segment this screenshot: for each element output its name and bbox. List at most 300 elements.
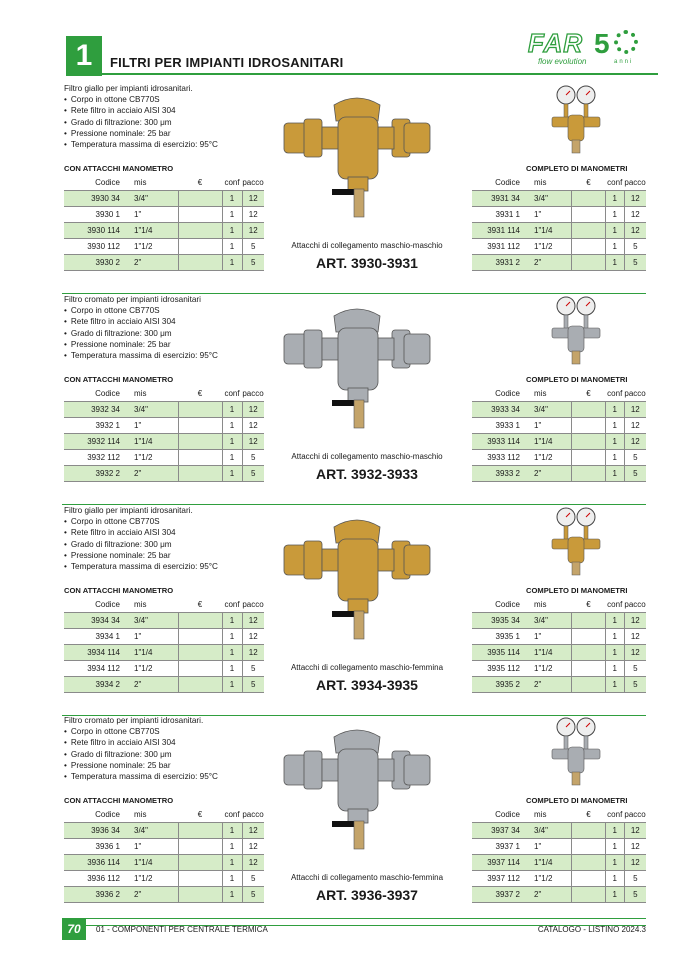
pacco-cell: 5 (624, 660, 646, 676)
col-pacco: pacco (242, 389, 264, 399)
conf-cell: 1 (605, 190, 624, 206)
table-row (472, 433, 646, 449)
pacco-cell: 5 (624, 449, 646, 465)
code-cell: 3932 112 (64, 449, 126, 465)
pacco-cell: 12 (242, 417, 264, 433)
mis-cell: 1" (126, 628, 178, 644)
product-section (62, 505, 646, 716)
price-cell (572, 190, 606, 206)
conf-cell: 1 (222, 838, 242, 854)
mis-cell: 1"1/2 (526, 660, 572, 676)
col-mis: mis (534, 810, 547, 820)
price-cell (178, 822, 222, 838)
code-cell: 3932 114 (64, 433, 126, 449)
mis-cell: 1"1/2 (126, 238, 178, 254)
mis-cell: 1" (526, 417, 572, 433)
conf-cell: 1 (222, 206, 242, 222)
spec-bullet: • Rete filtro in acciaio AISI 304 (64, 527, 218, 538)
price-cell (178, 401, 222, 417)
conf-cell: 1 (222, 612, 242, 628)
product-photo-gauges (548, 507, 604, 577)
pacco-cell: 12 (242, 401, 264, 417)
code-cell: 3931 114 (472, 222, 526, 238)
col-code: Codice (95, 178, 120, 188)
spec-bullet: • Pressione nominale: 25 bar (64, 128, 218, 139)
spec-bullet: • Grado di filtrazione: 300 μm (64, 328, 218, 339)
table-row (64, 190, 264, 206)
filter-image (282, 302, 432, 432)
code-cell: 3937 2 (472, 886, 526, 902)
product-photo (282, 91, 432, 221)
product-description (64, 505, 218, 572)
conf-cell: 1 (222, 401, 242, 417)
subhead-right: COMPLETO DI MANOMETRI (526, 586, 628, 595)
table-row (472, 401, 646, 417)
price-cell (572, 612, 606, 628)
pacco-cell: 5 (624, 886, 646, 902)
code-cell: 3930 1 (64, 206, 126, 222)
col-mis: mis (134, 389, 147, 399)
price-table-left (64, 598, 264, 693)
code-cell: 3931 112 (472, 238, 526, 254)
product-desc-title: Filtro giallo per impianti idrosanitari. (64, 506, 193, 515)
price-cell (572, 254, 606, 270)
table-row (64, 449, 264, 465)
col-conf: conf (607, 178, 623, 188)
product-desc-title: Filtro cromato per impianti idrosanitari. (64, 716, 204, 725)
table-row (64, 222, 264, 238)
price-cell (178, 465, 222, 481)
price-cell (178, 612, 222, 628)
price-cell (178, 206, 222, 222)
chapter-number: 1 (66, 36, 102, 76)
spec-bullet: • Rete filtro in acciaio AISI 304 (64, 737, 218, 748)
price-cell (178, 238, 222, 254)
pacco-cell: 12 (242, 222, 264, 238)
header-rule (102, 73, 658, 75)
spec-bullet: • Corpo in ottone CB770S (64, 726, 218, 737)
code-cell: 3930 112 (64, 238, 126, 254)
spec-bullet: • Corpo in ottone CB770S (64, 305, 218, 316)
code-cell: 3930 34 (64, 190, 126, 206)
table-row (472, 254, 646, 270)
conf-cell: 1 (222, 417, 242, 433)
price-cell (178, 433, 222, 449)
filter-image (282, 91, 432, 221)
code-cell: 3937 114 (472, 854, 526, 870)
spec-list (64, 726, 218, 782)
mis-cell: 1"1/4 (526, 222, 572, 238)
table-row (64, 838, 264, 854)
spec-list (64, 94, 218, 150)
pacco-cell: 12 (242, 190, 264, 206)
spec-bullet: • Grado di filtrazione: 300 μm (64, 749, 218, 760)
price-table-right (472, 598, 646, 693)
conf-cell: 1 (222, 254, 242, 270)
col-mis: mis (534, 178, 547, 188)
spec-bullet: • Corpo in ottone CB770S (64, 516, 218, 527)
col-code: Codice (495, 178, 520, 188)
conf-cell: 1 (222, 628, 242, 644)
table-row (472, 612, 646, 628)
conf-cell: 1 (605, 676, 624, 692)
code-cell: 3935 1 (472, 628, 526, 644)
price-table-right (472, 808, 646, 903)
pacco-cell: 12 (624, 628, 646, 644)
code-cell: 3937 34 (472, 822, 526, 838)
product-photo (282, 513, 432, 643)
col-conf: conf (607, 810, 623, 820)
table-row (472, 886, 646, 902)
pacco-cell: 12 (624, 644, 646, 660)
price-cell (572, 417, 606, 433)
pacco-cell: 5 (242, 676, 264, 692)
pacco-cell: 12 (624, 222, 646, 238)
col-euro: € (197, 389, 203, 399)
spec-bullet: • Temperatura massima di esercizio: 95°C (64, 771, 218, 782)
logo-tagline: flow evolution (538, 57, 587, 66)
conf-cell: 1 (222, 660, 242, 676)
col-pacco: pacco (242, 600, 264, 610)
mis-cell: 2" (526, 886, 572, 902)
code-cell: 3932 2 (64, 465, 126, 481)
spec-bullet: • Pressione nominale: 25 bar (64, 550, 218, 561)
product-section (62, 294, 646, 505)
mis-cell: 3/4" (526, 612, 572, 628)
conf-cell: 1 (222, 644, 242, 660)
product-desc-title: Filtro giallo per impianti idrosanitari. (64, 84, 193, 93)
price-cell (178, 190, 222, 206)
connection-caption: Attacchi di collegamento maschio-maschio (291, 241, 443, 250)
code-cell: 3933 112 (472, 449, 526, 465)
filter-with-gauges-image (548, 296, 604, 366)
conf-cell: 1 (605, 417, 624, 433)
far-logo (528, 28, 646, 72)
col-mis: mis (134, 178, 147, 188)
conf-cell: 1 (222, 886, 242, 902)
pacco-cell: 12 (624, 612, 646, 628)
table-row (472, 676, 646, 692)
price-cell (572, 206, 606, 222)
filter-image (282, 723, 432, 853)
col-euro: € (586, 389, 591, 399)
pacco-cell: 5 (624, 254, 646, 270)
table-row (64, 401, 264, 417)
conf-cell: 1 (605, 238, 624, 254)
col-mis: mis (534, 600, 547, 610)
table-row (64, 417, 264, 433)
pacco-cell: 12 (242, 612, 264, 628)
price-cell (572, 465, 606, 481)
pacco-cell: 12 (624, 822, 646, 838)
pacco-cell: 12 (242, 644, 264, 660)
spec-bullet: • Corpo in ottone CB770S (64, 94, 218, 105)
col-euro: € (197, 600, 203, 610)
conf-cell: 1 (222, 238, 242, 254)
conf-cell: 1 (222, 433, 242, 449)
price-table-right (472, 176, 646, 271)
connection-caption: Attacchi di collegamento maschio-femmina (290, 663, 444, 672)
table-row (64, 612, 264, 628)
price-cell (178, 628, 222, 644)
conf-cell: 1 (605, 222, 624, 238)
price-cell (572, 628, 606, 644)
mis-cell: 1"1/2 (526, 449, 572, 465)
chapter-title: FILTRI PER IMPIANTI IDROSANITARI (110, 55, 344, 70)
code-cell: 3930 114 (64, 222, 126, 238)
table-row (472, 206, 646, 222)
subhead-right: COMPLETO DI MANOMETRI (526, 796, 628, 805)
price-cell (572, 449, 606, 465)
pacco-cell: 5 (242, 886, 264, 902)
filter-with-gauges-image (548, 507, 604, 577)
mis-cell: 3/4" (526, 822, 572, 838)
col-euro: € (586, 178, 591, 188)
col-euro: € (197, 810, 203, 820)
filter-with-gauges-image (548, 717, 604, 787)
conf-cell: 1 (605, 854, 624, 870)
pacco-cell: 12 (624, 401, 646, 417)
article-number: ART. 3936-3937 (316, 887, 418, 903)
table-row (472, 190, 646, 206)
mis-cell: 2" (526, 254, 572, 270)
mis-cell: 1" (526, 838, 572, 854)
conf-cell: 1 (222, 870, 242, 886)
table-row (64, 433, 264, 449)
mis-cell: 3/4" (126, 190, 178, 206)
price-table-left (64, 176, 264, 271)
mis-cell: 2" (126, 676, 178, 692)
spec-bullet: • Pressione nominale: 25 bar (64, 339, 218, 350)
col-pacco: pacco (624, 810, 646, 820)
price-cell (572, 676, 606, 692)
conf-cell: 1 (222, 190, 242, 206)
pacco-cell: 12 (624, 190, 646, 206)
price-cell (572, 433, 606, 449)
code-cell: 3934 112 (64, 660, 126, 676)
table-row (472, 628, 646, 644)
table-row (472, 644, 646, 660)
pacco-cell: 5 (624, 870, 646, 886)
pacco-cell: 12 (624, 854, 646, 870)
code-cell: 3933 1 (472, 417, 526, 433)
mis-cell: 3/4" (526, 401, 572, 417)
conf-cell: 1 (222, 854, 242, 870)
spec-bullet: • Rete filtro in acciaio AISI 304 (64, 316, 218, 327)
gear-icon (614, 30, 638, 54)
table-row (472, 449, 646, 465)
product-section (62, 715, 646, 926)
table-row (64, 870, 264, 886)
mis-cell: 1"1/2 (526, 238, 572, 254)
pacco-cell: 5 (242, 254, 264, 270)
conf-cell: 1 (222, 676, 242, 692)
footer-rule (86, 918, 646, 919)
col-conf: conf (224, 389, 240, 399)
mis-cell: 3/4" (126, 822, 178, 838)
col-mis: mis (134, 810, 147, 820)
price-cell (572, 838, 606, 854)
col-mis: mis (134, 600, 147, 610)
price-cell (178, 838, 222, 854)
pacco-cell: 5 (624, 676, 646, 692)
col-euro: € (586, 600, 591, 610)
mis-cell: 1"1/4 (126, 644, 178, 660)
conf-cell: 1 (605, 465, 624, 481)
col-code: Codice (95, 389, 120, 399)
spec-bullet: • Rete filtro in acciaio AISI 304 (64, 105, 218, 116)
spec-bullet: • Pressione nominale: 25 bar (64, 760, 218, 771)
table-row (472, 838, 646, 854)
code-cell: 3935 34 (472, 612, 526, 628)
pacco-cell: 12 (242, 838, 264, 854)
mis-cell: 1" (126, 206, 178, 222)
conf-cell: 1 (222, 449, 242, 465)
price-cell (178, 449, 222, 465)
conf-cell: 1 (605, 886, 624, 902)
product-section (62, 83, 646, 294)
table-row (472, 417, 646, 433)
col-euro: € (586, 810, 591, 820)
article-number: ART. 3932-3933 (316, 466, 418, 482)
pacco-cell: 5 (242, 660, 264, 676)
spec-list (64, 305, 218, 361)
col-conf: conf (224, 810, 240, 820)
mis-cell: 3/4" (126, 401, 178, 417)
mis-cell: 2" (126, 465, 178, 481)
product-description (64, 715, 218, 782)
mis-cell: 1"1/4 (526, 433, 572, 449)
spec-bullet: • Temperatura massima di esercizio: 95°C (64, 350, 218, 361)
code-cell: 3935 112 (472, 660, 526, 676)
conf-cell: 1 (605, 206, 624, 222)
conf-cell: 1 (605, 254, 624, 270)
pacco-cell: 12 (242, 206, 264, 222)
pacco-cell: 12 (242, 822, 264, 838)
price-cell (178, 660, 222, 676)
table-row (472, 870, 646, 886)
table-row (472, 222, 646, 238)
conf-cell: 1 (605, 660, 624, 676)
mis-cell: 1" (126, 838, 178, 854)
table-row (472, 660, 646, 676)
subhead-left: CON ATTACCHI MANOMETRO (64, 164, 174, 173)
code-cell: 3933 34 (472, 401, 526, 417)
code-cell: 3932 1 (64, 417, 126, 433)
conf-cell: 1 (222, 222, 242, 238)
spec-bullet: • Temperatura massima di esercizio: 95°C (64, 139, 218, 150)
code-cell: 3936 2 (64, 886, 126, 902)
col-conf: conf (607, 600, 623, 610)
price-cell (178, 254, 222, 270)
footer-catalog-name: CATALOGO - LISTINO 2024.3 (537, 925, 646, 934)
col-code: Codice (495, 389, 520, 399)
table-row (64, 886, 264, 902)
footer-section-name: 01 - COMPONENTI PER CENTRALE TERMICA (96, 925, 268, 934)
col-code: Codice (495, 810, 520, 820)
table-row (472, 822, 646, 838)
pacco-cell: 5 (242, 870, 264, 886)
table-row (64, 854, 264, 870)
conf-cell: 1 (605, 612, 624, 628)
article-number: ART. 3930-3931 (316, 255, 418, 271)
page-footer (62, 918, 646, 940)
price-cell (572, 222, 606, 238)
mis-cell: 1" (126, 417, 178, 433)
product-description (64, 83, 218, 150)
code-cell: 3936 34 (64, 822, 126, 838)
subhead-right: COMPLETO DI MANOMETRI (526, 375, 628, 384)
pacco-cell: 5 (624, 238, 646, 254)
code-cell: 3932 34 (64, 401, 126, 417)
mis-cell: 1"1/4 (526, 644, 572, 660)
subhead-left: CON ATTACCHI MANOMETRO (64, 375, 174, 384)
price-cell (178, 870, 222, 886)
code-cell: 3935 114 (472, 644, 526, 660)
logo-anniversary-number: 5 (594, 28, 610, 59)
product-desc-title: Filtro cromato per impianti idrosanitari (64, 295, 201, 304)
connection-caption: Attacchi di collegamento maschio-maschio (291, 452, 443, 461)
conf-cell: 1 (222, 465, 242, 481)
price-cell (178, 222, 222, 238)
col-pacco: pacco (242, 810, 264, 820)
conf-cell: 1 (605, 838, 624, 854)
code-cell: 3931 1 (472, 206, 526, 222)
product-photo-gauges (548, 717, 604, 787)
code-cell: 3936 114 (64, 854, 126, 870)
col-pacco: pacco (624, 600, 646, 610)
mis-cell: 1"1/2 (126, 660, 178, 676)
col-code: Codice (95, 600, 120, 610)
conf-cell: 1 (605, 644, 624, 660)
code-cell: 3936 1 (64, 838, 126, 854)
subhead-right: COMPLETO DI MANOMETRI (526, 164, 628, 173)
mis-cell: 3/4" (126, 612, 178, 628)
col-conf: conf (607, 389, 623, 399)
col-conf: conf (224, 178, 240, 188)
table-row (64, 238, 264, 254)
price-table-left (64, 808, 264, 903)
col-pacco: pacco (624, 178, 646, 188)
connection-caption: Attacchi di collegamento maschio-femmina (290, 873, 444, 882)
mis-cell: 1" (526, 628, 572, 644)
pacco-cell: 5 (624, 465, 646, 481)
price-cell (572, 854, 606, 870)
table-row (64, 206, 264, 222)
pacco-cell: 5 (242, 465, 264, 481)
price-cell (178, 417, 222, 433)
conf-cell: 1 (222, 822, 242, 838)
mis-cell: 1"1/4 (126, 854, 178, 870)
code-cell: 3937 112 (472, 870, 526, 886)
code-cell: 3934 34 (64, 612, 126, 628)
col-code: Codice (95, 810, 120, 820)
mis-cell: 2" (126, 254, 178, 270)
conf-cell: 1 (605, 449, 624, 465)
pacco-cell: 12 (242, 628, 264, 644)
code-cell: 3934 2 (64, 676, 126, 692)
mis-cell: 1"1/4 (526, 854, 572, 870)
price-cell (178, 644, 222, 660)
price-cell (178, 886, 222, 902)
code-cell: 3937 1 (472, 838, 526, 854)
mis-cell: 1"1/2 (126, 449, 178, 465)
pacco-cell: 12 (624, 206, 646, 222)
mis-cell: 1"1/2 (526, 870, 572, 886)
code-cell: 3934 1 (64, 628, 126, 644)
code-cell: 3931 34 (472, 190, 526, 206)
price-table-right (472, 387, 646, 482)
